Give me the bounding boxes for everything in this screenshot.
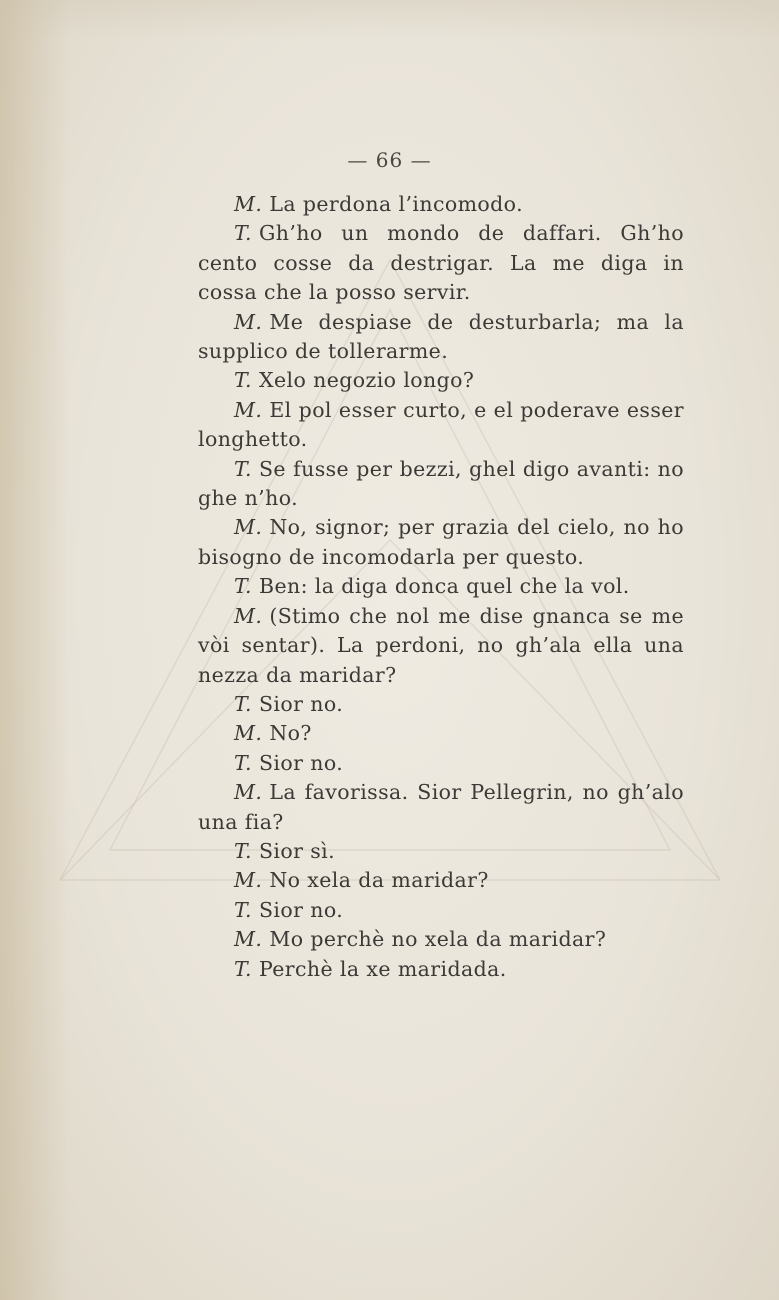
speaker-label: T.	[234, 456, 252, 481]
dialogue-line	[198, 778, 684, 837]
dialogue-line	[198, 925, 684, 954]
line-text: Sior no.	[258, 750, 344, 775]
speaker-label: M.	[234, 868, 263, 893]
speaker-label: M.	[234, 927, 263, 952]
line-text: La favorissa. Sior Pellegrin, no gh’alo una fia?	[198, 780, 684, 834]
dialogue-text	[198, 190, 684, 984]
line-text: Ben: la diga donca quel che la vol.	[258, 574, 630, 599]
dialogue-line	[198, 513, 684, 572]
dialogue-line	[198, 366, 684, 395]
dialogue-line	[198, 190, 684, 219]
speaker-label: M.	[234, 780, 263, 805]
dialogue-line	[198, 308, 684, 367]
line-text: Me despiase de desturbarla; ma la supplico de tollerarme.	[198, 309, 684, 364]
line-text: Mo perchè no xela da maridar?	[269, 927, 607, 952]
line-text: (Stimo che nol me dise gnanca se me vòi sentar). La perdoni, no gh’ala ella una nezza da maridar?	[198, 603, 684, 687]
dialogue-line	[198, 719, 684, 748]
line-text: No, signor; per grazia del cielo, no ho bisogno de incomodarla per questo.	[198, 515, 684, 569]
line-text: El pol esser curto, e el poderave esser longhetto.	[198, 397, 684, 452]
speaker-label: M.	[234, 397, 263, 422]
speaker-label: M.	[234, 309, 263, 334]
line-text: Sior no.	[258, 897, 344, 922]
dialogue-line	[198, 455, 684, 514]
line-text: Perchè la xe maridada.	[258, 956, 507, 981]
dialogue-line	[198, 837, 684, 866]
line-text: Se fusse per bezzi, ghel digo avanti: no ghe n’ho.	[198, 456, 684, 511]
dialogue-line	[198, 690, 684, 719]
speaker-label: M.	[234, 192, 263, 216]
line-text: No?	[269, 721, 312, 746]
speaker-label: T.	[234, 368, 252, 393]
dialogue-line	[198, 866, 684, 895]
speaker-label: T.	[234, 838, 252, 863]
speaker-label: T.	[234, 221, 252, 246]
speaker-label: M.	[234, 603, 263, 628]
dialogue-line	[198, 602, 684, 690]
line-text: Sior no.	[258, 691, 344, 716]
dialogue-line	[198, 955, 684, 984]
dialogue-line	[198, 572, 684, 601]
dialogue-line	[198, 396, 684, 455]
speaker-label: T.	[234, 691, 252, 716]
speaker-label: T.	[234, 750, 252, 775]
speaker-label: T.	[234, 897, 252, 922]
line-text: La perdona l’incomodo.	[269, 192, 523, 216]
line-text: No xela da maridar?	[269, 868, 489, 893]
speaker-label: T.	[234, 956, 252, 981]
speaker-label: T.	[234, 574, 252, 599]
dialogue-line	[198, 219, 684, 307]
line-text: Gh’ho un mondo de daffari. Gh’ho cento cosse da destrigar. La me diga in cossa che la posso servir.	[198, 221, 684, 305]
page-number: — 66 —	[347, 148, 432, 172]
dialogue-line	[198, 749, 684, 778]
dialogue-line	[198, 896, 684, 925]
line-text: Sior sì.	[258, 838, 336, 863]
speaker-label: M.	[234, 721, 263, 746]
speaker-label: M.	[234, 515, 263, 540]
line-text: Xelo negozio longo?	[258, 368, 475, 393]
